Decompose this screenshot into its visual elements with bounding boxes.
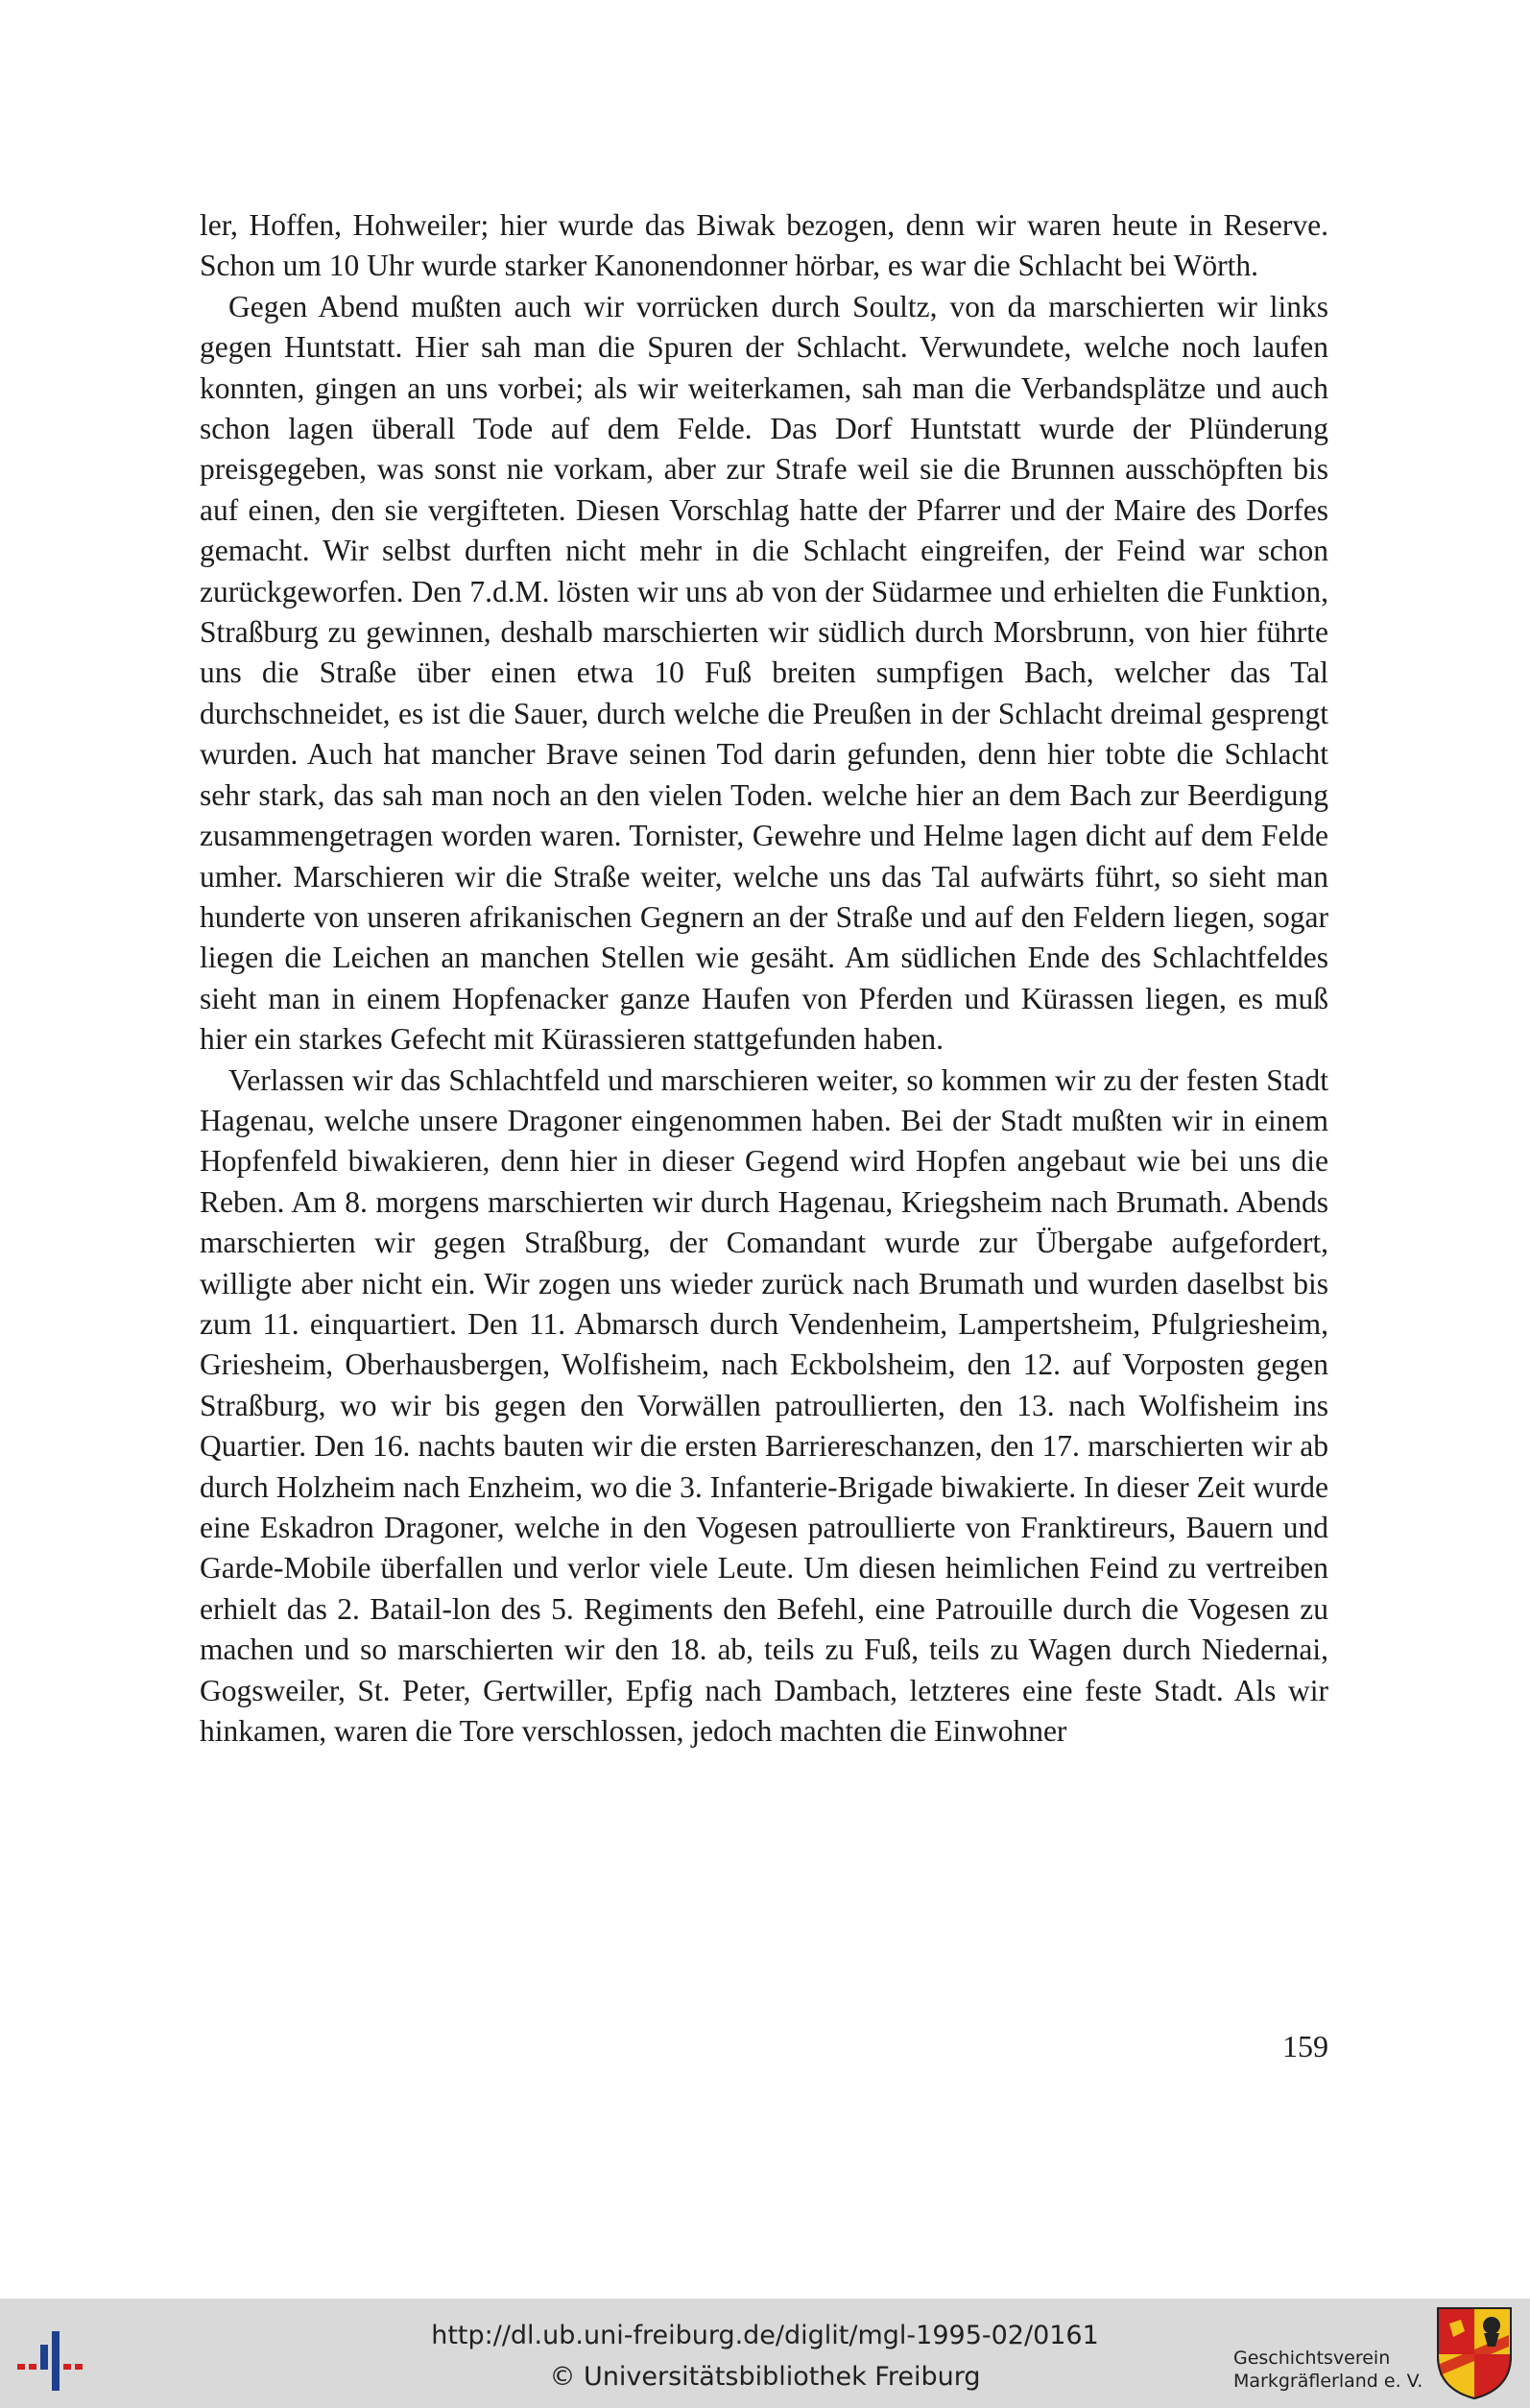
paragraph-3: Verlassen wir das Schlachtfeld und marschieren weiter, so kommen wir zu der festen Stadt Hagenau, welche unsere Dragoner eingenommen haben. Bei der Stadt mußten wir in einem Hopfenfeld biwakieren, denn hier in dieser Gegend wird Hopfen angebaut wie bei uns die Reben. Am 8. morgens marschierten wir durch Hagenau, Kriegsheim nach Brumath. Abends marschierten wir gegen Straßburg, der Comandant wurde zur Übergabe aufgefordert, willigte aber nicht ein. Wir zogen uns wieder zurück nach Brumath und wurden daselbst bis zum 11. einquartiert. Den 11. Abmarsch durch Vendenheim, Lampertsheim, Pfulgriesheim, Griesheim, Oberhausbergen, Wolfisheim, nach Eckbolsheim, den 12. auf Vorposten gegen Straßburg, wo wir bis gegen den Vorwällen patroullierten, den 13. nach Wolfisheim ins Quartier. Den 16. nachts bauten wir die ersten Barriereschanzen, den 17. marschierten wir ab durch Holzheim nach Enzheim, wo die 3. Infanterie-Brigade biwakierte. In dieser Zeit wurde eine Eskadron Dragoner, welche in den Vogesen patroullierte von Franktireurs, Bauern und Garde-Mobile überfallen und verlor viele Leute. Um diesen heimlichen Feind zu vertreiben erhielt das 2. Batail-lon des 5. Regiments den Befehl, eine Patrouille durch die Vogesen zu machen und so marschierten wir den 18. ab, teils zu Fuß, teils zu Wagen durch Niedernai, Gogsweiler, St. Peter, Gertwiller, Epfig nach Dambach, letzteres eine feste Stadt. Als wir hinkamen, waren die Tore verschlossen, jedoch machten die Einwohner	[200, 1062, 1328, 1749]
paragraph-2: Gegen Abend mußten auch wir vorrücken durch Soultz, von da marschierten wir links gegen Huntstatt. Hier sah man die Spuren der Schlacht. Verwundete, welche noch laufen konnten, gingen an uns vorbei; als wir weiterkamen, sah man die Verbandsplätze und auch schon lagen überall Tode auf dem Felde. Das Dorf Huntstatt wurde der Plünderung preisgegeben, was sonst nie vorkam, aber zur Strafe weil sie die Brunnen ausschöpften bis auf einen, den sie vergifteten. Diesen Vorschlag hatte der Pfarrer und der Maire des Dorfes gemacht. Wir selbst durften nicht mehr in die Schlacht eingreifen, der Feind war schon zurückgeworfen. Den 7.d.M. lösten wir uns ab von der Südarmee und erhielten die Funktion, Straßburg zu gewinnen, deshalb marschierten wir südlich durch Morsbrunn, von hier führte uns die Straße über einen etwa 10 Fuß breiten sumpfigen Bach, welcher das Tal durchschneidet, es ist die Sauer, durch welche die Preußen in der Schlacht dreimal gesprengt wurden. Auch hat mancher Brave seinen Tod darin gefunden, denn hier tobte die Schlacht sehr stark, das sah man noch an den vielen Toden. welche hier an dem Bach zur Beerdigung zusammengetragen worden waren. Tornister, Gewehre und Helme lagen dicht auf dem Felde umher. Marschieren wir die Straße weiter, welche uns das Tal aufwärts führt, so sieht man hunderte von unseren afrikanischen Gegnern an der Straße und auf den Feldern liegen, sogar liegen die Leichen an manchen Stellen wie gesäht. Am südlichen Ende des Schlachtfeldes sieht man in einem Hopfenacker ganze Haufen von Pferden und Kürassen liegen, es muß hier ein starkes Gefecht mit Kürassieren stattgefunden haben.	[200, 289, 1328, 1057]
paragraph-1: ler, Hoffen, Hohweiler; hier wurde das Biwak bezogen, denn wir waren heute in Reserve. Schon um 10 Uhr wurde starker Kanonendonner hörbar, es war die Schlacht bei Wörth.	[200, 208, 1328, 283]
page-number: 159	[1282, 2029, 1328, 2063]
page-body-text	[200, 205, 1328, 1752]
coat-of-arms-icon	[1436, 2306, 1513, 2400]
document-url-link[interactable]: http://dl.ub.uni-freiburg.de/diglit/mgl-1995-02/0161	[431, 2321, 1099, 2350]
society-name-line-2: Markgräflerland e. V.	[1233, 2371, 1423, 2392]
society-name	[1233, 2347, 1422, 2393]
society-name-line-1: Geschichtsverein	[1233, 2348, 1391, 2369]
copyright-notice: © Universitätsbibliothek Freiburg	[549, 2362, 981, 2392]
viewer-footer	[0, 2299, 1530, 2408]
